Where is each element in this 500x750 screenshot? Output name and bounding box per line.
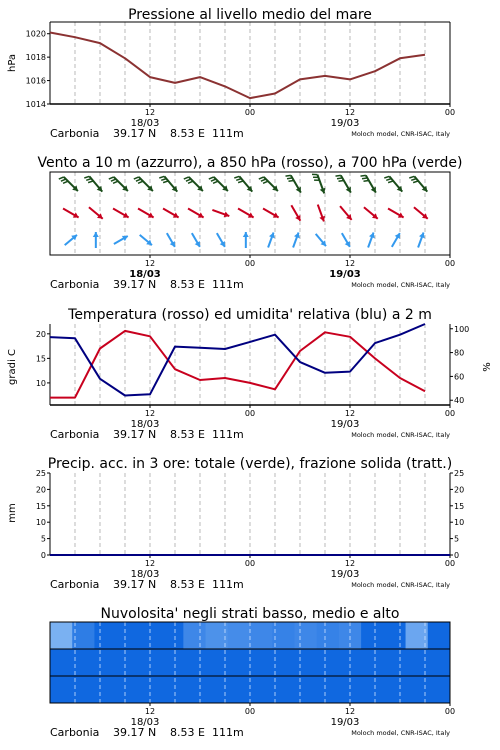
- temperature-date-label: 19/03: [330, 419, 360, 430]
- cloud-cell-medio: [428, 649, 451, 676]
- pressure-date-label: 19/03: [330, 118, 360, 129]
- cloud-cell-medio: [183, 649, 206, 676]
- wind-arrow-barb: [289, 181, 294, 182]
- cloud-title: Nuvolosita' negli strati basso, medio e alto: [100, 606, 400, 622]
- wind-arrow-barb: [161, 179, 166, 181]
- precipitation-right-ytick-label: 10: [454, 518, 465, 528]
- wind-arrow-barb: [413, 181, 418, 183]
- wind-arrow-barb: [86, 179, 91, 181]
- cloud-cell-basso: [50, 622, 73, 649]
- precipitation-right-ytick-label: 15: [454, 501, 465, 511]
- humidity-ytick-label: 40: [454, 396, 465, 406]
- wind-xtick-label: 00: [244, 259, 256, 268]
- wind-panel: [37, 155, 462, 171]
- cloud-cell-alto: [72, 676, 95, 703]
- cloud-cell-basso: [361, 622, 384, 649]
- cloud-cell-medio: [50, 649, 73, 676]
- pressure-ytick-label: 1020: [25, 29, 46, 39]
- wind-arrow-barb: [361, 175, 366, 176]
- wind-arrow-barb: [236, 179, 241, 181]
- temperature-xtick-label: 12: [144, 409, 156, 418]
- cloud-cell-basso: [294, 622, 317, 649]
- cloud-cell-alto: [294, 676, 317, 703]
- precipitation-panel: [7, 456, 452, 523]
- wind-arrow-barb: [238, 181, 243, 183]
- cloud-xtick-label: 00: [244, 707, 256, 716]
- precipitation-credit: Moloch model, CNR-ISAC, Italy: [351, 581, 450, 589]
- precipitation-ylabel: mm: [7, 503, 18, 523]
- precipitation-right-ytick-label: 0: [454, 551, 460, 560]
- cloud-cell-basso: [117, 622, 140, 649]
- cloud-cell-medio: [361, 649, 384, 676]
- precipitation-date-label: 18/03: [130, 569, 160, 580]
- wind-xtick-label: 12: [344, 259, 356, 268]
- cloud-cell-basso: [228, 622, 251, 649]
- cloud-cell-medio: [117, 649, 140, 676]
- cloud-cell-basso: [94, 622, 117, 649]
- temperature-ytick-label: 10: [35, 378, 46, 388]
- pressure-ytick-label: 1014: [25, 100, 46, 109]
- wind-arrow-barb: [386, 179, 391, 181]
- pressure-xtick-label: 00: [444, 108, 456, 117]
- wind-arrow-barb: [63, 181, 68, 183]
- wind-arrow-barb: [59, 177, 64, 179]
- wind-arrow-barb: [163, 181, 168, 183]
- pressure-line: [50, 33, 425, 99]
- cloud-cell-medio: [272, 649, 295, 676]
- cloud-cell-medio: [250, 649, 273, 676]
- cloud-location-alt: 111m: [212, 726, 244, 739]
- cloud-xtick-label: 00: [444, 707, 456, 716]
- pressure-location-lat: 39.17 N: [113, 127, 157, 140]
- cloud-location-lon: 8.53 E: [170, 726, 205, 739]
- temperature-location-lon: 8.53 E: [170, 428, 205, 441]
- cloud-cell-alto: [94, 676, 117, 703]
- cloud-location-place: Carbonia: [50, 726, 100, 739]
- cloud-location-lat: 39.17 N: [113, 726, 157, 739]
- cloud-credit: Moloch model, CNR-ISAC, Italy: [351, 729, 450, 737]
- precipitation-xtick-label: 00: [444, 559, 456, 568]
- temperature-location-place: Carbonia: [50, 428, 100, 441]
- temperature-line: [50, 331, 425, 398]
- pressure-title: Pressione al livello medio del mare: [128, 7, 372, 23]
- temperature-date-label: 18/03: [130, 419, 160, 430]
- cloud-cell-alto: [117, 676, 140, 703]
- wind-arrow-barb: [211, 179, 216, 181]
- precipitation-ytick-label: 20: [35, 485, 46, 495]
- wind-location-lon: 8.53 E: [170, 278, 205, 291]
- wind-location-place: Carbonia: [50, 278, 100, 291]
- pressure-ytick-label: 1016: [25, 76, 46, 86]
- temperature-ytick-label: 20: [35, 329, 46, 339]
- wind-arrow-barb: [184, 177, 189, 179]
- temperature-xtick-label: 00: [244, 409, 256, 418]
- wind-arrow-barb: [261, 179, 266, 181]
- cloud-cell-basso: [250, 622, 273, 649]
- wind-arrow-barb: [364, 181, 369, 182]
- pressure-location-place: Carbonia: [50, 127, 100, 140]
- precipitation-location-alt: 111m: [212, 578, 244, 591]
- temperature-xtick-label: 12: [344, 409, 356, 418]
- wind-arrow-barb: [209, 177, 214, 179]
- pressure-ytick-label: 1018: [25, 53, 46, 63]
- wind-arrow-barb: [84, 176, 89, 178]
- precipitation-right-ytick-label: 5: [454, 534, 460, 544]
- cloud-cell-medio: [72, 649, 95, 676]
- pressure-xtick-label: 00: [244, 108, 256, 117]
- wind-arrow-barb: [136, 179, 141, 181]
- cloud-date-label: 18/03: [130, 717, 160, 728]
- precipitation-date-label: 19/03: [330, 569, 360, 580]
- precipitation-xtick-label: 12: [144, 559, 156, 568]
- cloud-cell-alto: [228, 676, 251, 703]
- cloud-cell-alto: [383, 676, 406, 703]
- precipitation-right-ytick-label: 25: [454, 469, 465, 478]
- cloud-cell-alto: [317, 676, 340, 703]
- wind-arrow-barb: [336, 175, 341, 176]
- wind-arrow-barb: [213, 181, 218, 183]
- temperature-xtick-label: 00: [444, 409, 456, 418]
- humidity-line: [50, 324, 425, 396]
- wind-date-label: 19/03: [329, 269, 361, 280]
- cloud-cell-basso: [317, 622, 340, 649]
- wind-arrow-barb: [186, 179, 191, 181]
- precipitation-xtick-label: 12: [344, 559, 356, 568]
- cloud-cell-basso: [72, 622, 95, 649]
- cloud-cell-alto: [428, 676, 451, 703]
- wind-arrow-barb: [287, 178, 292, 179]
- wind-arrow-barb: [362, 178, 367, 179]
- temperature-ytick-label: 15: [35, 354, 46, 364]
- wind-arrow-barb: [134, 177, 139, 179]
- cloud-cell-basso: [383, 622, 406, 649]
- wind-arrow-head: [243, 232, 249, 237]
- cloud-xtick-label: 12: [144, 707, 156, 716]
- pressure-xtick-label: 12: [144, 108, 156, 117]
- pressure-location-lon: 8.53 E: [170, 127, 205, 140]
- wind-arrow-barb: [286, 175, 291, 176]
- wind-arrow-barb: [61, 179, 66, 181]
- temperature-location-alt: 111m: [212, 428, 244, 441]
- cloud-cell-basso: [161, 622, 184, 649]
- cloud-cell-basso: [428, 622, 451, 649]
- cloud-cell-alto: [272, 676, 295, 703]
- wind-arrow-barb: [188, 181, 193, 183]
- precipitation-location-lat: 39.17 N: [113, 578, 157, 591]
- cloud-cell-medio: [228, 649, 251, 676]
- cloud-cell-basso: [183, 622, 206, 649]
- humidity-ytick-label: 100: [454, 324, 470, 334]
- wind-arrow-barb: [138, 181, 143, 183]
- cloud-cell-basso: [272, 622, 295, 649]
- precipitation-ytick-label: 10: [35, 518, 46, 528]
- temperature-credit: Moloch model, CNR-ISAC, Italy: [351, 431, 450, 439]
- cloud-cell-alto: [361, 676, 384, 703]
- temperature-location-lat: 39.17 N: [113, 428, 157, 441]
- wind-arrow-barb: [113, 181, 118, 183]
- precipitation-right-ytick-label: 20: [454, 485, 465, 495]
- cloud-cell-medio: [161, 649, 184, 676]
- cloud-cell-medio: [294, 649, 317, 676]
- precipitation-ytick-label: 5: [40, 534, 46, 544]
- wind-credit: Moloch model, CNR-ISAC, Italy: [351, 281, 450, 289]
- wind-arrow-barb: [259, 177, 264, 179]
- cloud-panel: [101, 606, 400, 622]
- wind-arrow-barb: [234, 176, 239, 178]
- cloud-cell-alto: [50, 676, 73, 703]
- wind-arrow-head: [93, 232, 99, 237]
- wind-location-alt: 111m: [212, 278, 244, 291]
- pressure-xtick-label: 12: [344, 108, 356, 117]
- pressure-location-alt: 111m: [212, 127, 244, 140]
- precipitation-ytick-label: 0: [40, 551, 46, 560]
- cloud-cell-medio: [94, 649, 117, 676]
- wind-xtick-label: 00: [444, 259, 456, 268]
- wind-arrow-barb: [384, 176, 389, 178]
- cloud-xtick-label: 12: [344, 707, 356, 716]
- pressure-panel: [7, 7, 372, 72]
- humidity-ytick-label: 60: [454, 372, 465, 382]
- humidity-ylabel: %: [482, 362, 493, 372]
- precipitation-ytick-label: 25: [35, 469, 46, 478]
- temperature-ylabel: gradi C: [7, 349, 18, 385]
- wind-arrow-barb: [388, 181, 393, 183]
- wind-arrow-barb: [411, 179, 416, 181]
- wind-arrow-barb: [111, 179, 116, 181]
- precipitation-location-lon: 8.53 E: [170, 578, 205, 591]
- wind-arrow-barb: [88, 181, 93, 183]
- wind-date-label: 18/03: [129, 269, 161, 280]
- wind-arrow-barb: [109, 177, 114, 179]
- cloud-date-label: 19/03: [330, 717, 360, 728]
- cloud-cell-medio: [383, 649, 406, 676]
- precipitation-xtick-label: 00: [244, 559, 256, 568]
- precipitation-title: Precip. acc. in 3 ore: totale (verde), frazione solida (tratt.): [47, 456, 453, 472]
- wind-location-lat: 39.17 N: [113, 278, 157, 291]
- precipitation-location-place: Carbonia: [50, 578, 100, 591]
- pressure-ylabel: hPa: [7, 53, 18, 73]
- wind-arrow-barb: [263, 181, 268, 183]
- wind-arrow-barb: [409, 176, 414, 178]
- pressure-credit: Moloch model, CNR-ISAC, Italy: [351, 130, 450, 138]
- wind-xtick-label: 12: [144, 259, 156, 268]
- temperature-title: Temperatura (rosso) ed umidita' relativa (blu) a 2 m: [68, 307, 432, 323]
- wind-arrow-barb: [339, 181, 344, 182]
- wind-arrow-barb: [159, 176, 164, 178]
- wind-title: Vento a 10 m (azzurro), a 850 hPa (rosso), a 700 hPa (verde): [37, 155, 463, 171]
- wind-arrow-barb: [337, 178, 342, 179]
- cloud-cell-alto: [161, 676, 184, 703]
- humidity-ytick-label: 80: [454, 348, 465, 358]
- precipitation-ytick-label: 15: [35, 501, 46, 511]
- cloud-cell-alto: [250, 676, 273, 703]
- cloud-cell-medio: [317, 649, 340, 676]
- pressure-date-label: 18/03: [130, 118, 160, 129]
- cloud-cell-alto: [183, 676, 206, 703]
